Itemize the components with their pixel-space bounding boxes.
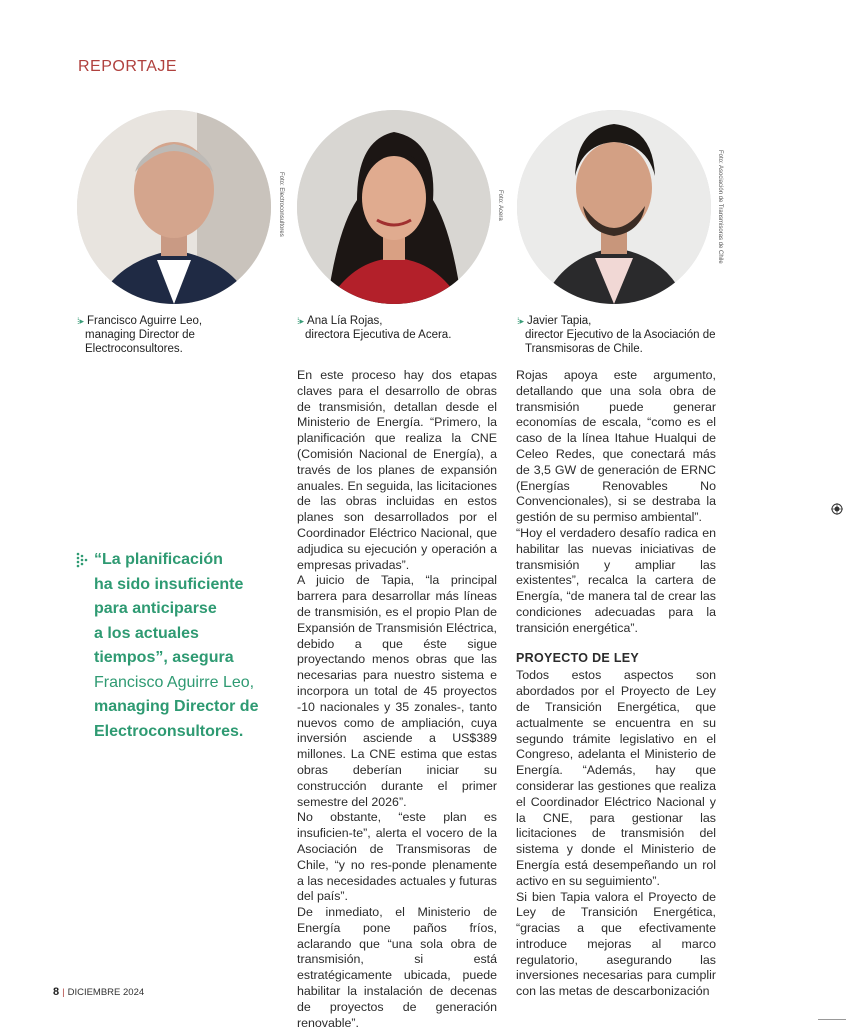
paragraph: Todos estos aspectos son abordados por el Proyecto de Ley de Transición Energética, que actualmente se encuentra en su segundo trámite legislativo en el Congreso, adelanta el Ministerio de Energía. “Además, hay que considerar las gestiones que realiza el Coordinador Eléctrico Nacional y la CNE, para gestionar las licitaciones de transmisión del sistema y donde el Ministerio de Energía está desempeñando un rol activo en su seguimiento”. (516, 668, 716, 888)
person-name: Ana Lía Rojas, (307, 315, 383, 327)
quote-line: para anticiparse (94, 600, 217, 617)
quote-line: Electroconsultores. (94, 722, 244, 740)
photo-credit: Foto: Asociación de Transmisoras de Chile (717, 150, 723, 264)
person-role: director Ejecutivo de la Asociación de (525, 329, 716, 341)
registration-mark-icon (831, 503, 843, 515)
article-column-2 (516, 368, 716, 1000)
photo-francisco-aguirre (77, 110, 271, 304)
marker-icon: ⁞▸ (517, 316, 525, 326)
quote-line: ha sido insuficiente (94, 575, 244, 593)
caption-javier-tapia (517, 314, 737, 356)
page-footer (53, 986, 144, 998)
paragraph: De inmediato, el Ministerio de Energía pone paños fríos, aclarando que “una sola obra de transmisión, si está estratégicamente ubicada, puede habilitar la instalación de decenas de proyectos de generación renovable”. (297, 905, 497, 1030)
page-number: 8 (53, 986, 60, 998)
quote-line: tiempos”, asegura (94, 649, 234, 666)
issue-date: DICIEMBRE 2024 (67, 987, 145, 998)
quote-line: managing Director de (94, 698, 259, 715)
quote-line: a los actuales (94, 624, 199, 642)
section-label: REPORTAJE (78, 58, 178, 75)
footer-separator: | (62, 987, 65, 998)
paragraph: En este proceso hay dos etapas claves para el desarrollo de obras de transmisión, detallan desde el Ministerio de Energía. “Primero, la planificación que realiza la CNE (Comisión Nacional de Energía), a través de los planes de expansión anuales. En seguida, las licitaciones de las obras incluidas en estos planes son desarrollados por el Coordinador Eléctrico Nacional, que adjudica su ejecución y operación a empresas privadas”. (297, 368, 497, 572)
person-role: directora Ejecutiva de Acera. (305, 329, 452, 341)
pull-quote (74, 548, 284, 744)
paragraph: Rojas apoya este argumento, detallando que una sola obra de transmisión puede generar economías de escala, “como es el caso de la línea Itahue Hualqui de Celeo Redes, que conectará más de 3,5 GW de generación de ERNC (Energías Renovables No Convencionales), si se destraba la gestión de su permiso ambiental”. (516, 368, 716, 525)
crop-mark (818, 1019, 846, 1020)
quote-line: “La planificación (94, 551, 223, 568)
caption-francisco-aguirre (77, 314, 287, 356)
photo-javier-tapia (517, 110, 711, 304)
quote-line: Francisco Aguirre Leo, (94, 673, 255, 691)
person-role: managing Director de Electroconsultores. (85, 329, 195, 355)
paragraph: No obstante, “este plan es insuficien-te”, alerta el vocero de la Asociación de Transmisoras de Chile, “y no res-ponde plenamente a las necesidades actuales y futuras del país”. (297, 810, 497, 904)
photo-ana-lia-rojas (297, 110, 491, 304)
paragraph: A juicio de Tapia, “la principal barrera para desarrollar más líneas de transmisión, es el propio Plan de Expansión de Transmisión Eléctrica, debido a que éste sigue proyectando menos obras que las necesarias para nuestro sistema e incorpora un total de 45 proyectos -10 nacionales y 35 zonales-, tanto nuevos como de ampliación, cuya inversión asciende a US$389 millones. La CNE estima que estas obras deberían iniciar su construcción durante el primer semestre del 2026”. (297, 573, 497, 809)
quote-dots-icon (76, 552, 88, 568)
person-role: Transmisoras de Chile. (525, 343, 643, 355)
photo-credit: Foto: Electroconsultores (278, 172, 284, 237)
marker-icon: ⁞▸ (297, 316, 305, 326)
paragraph: “Hoy el verdadero desafío radica en habilitar las nuevas iniciativas de transmisión y ampliar las existentes”, recalca la cartera de Energía, “de manera tal de crear las condiciones adecuadas para la transición energética”. (516, 525, 716, 635)
marker-icon: ⁞▸ (77, 316, 85, 326)
caption-ana-lia-rojas (297, 314, 507, 342)
subheading: PROYECTO DE LEY (516, 650, 640, 665)
person-name: Francisco Aguirre Leo, (87, 315, 203, 327)
photo-credit: Foto: Acera (497, 190, 503, 221)
person-name: Javier Tapia, (527, 315, 592, 327)
article-column-1 (297, 368, 497, 1031)
paragraph: Si bien Tapia valora el Proyecto de Ley de Transición Energética, “gracias a que efectivamente introduce mejoras al marco regulatorio, asegurando las inversiones necesarias para cumplir con las metas de descarbonización (516, 889, 716, 999)
